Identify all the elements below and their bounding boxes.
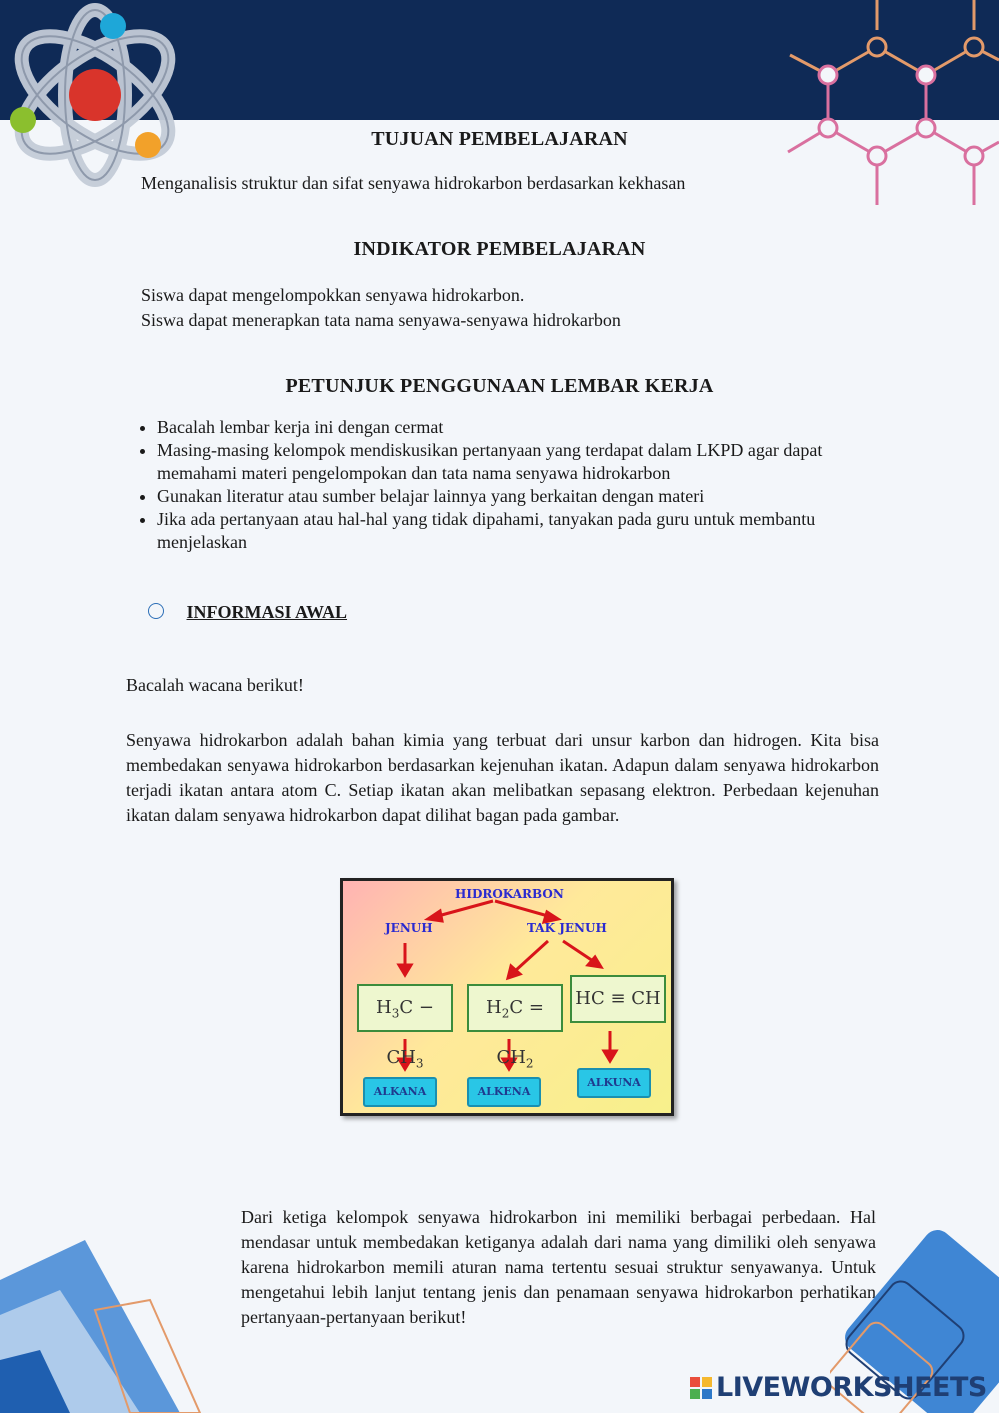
liveworksheets-logo bbox=[690, 1372, 987, 1403]
petunjuk-list bbox=[126, 416, 897, 554]
liveworksheets-grid-icon bbox=[690, 1377, 712, 1399]
formula-alkuna: HC ≡ CH bbox=[570, 975, 666, 1023]
diagram-branch-tak-jenuh: TAK JENUH bbox=[527, 921, 607, 935]
tujuan-title: TUJUAN PEMBELAJARAN bbox=[371, 128, 628, 150]
diagram-root-label: HIDROKARBON bbox=[455, 887, 564, 901]
list-item: • Bacalah lembar kerja ini dengan cermat bbox=[157, 416, 897, 439]
closing-paragraph: Dari ketiga kelompok senyawa hidrokarbon ini memiliki berbagai perbedaan. Hal mendasar untuk membedakan ketiganya adalah dari nama yang dimiliki oleh senyawa karena hidrokarbon memili aturan nama tertentu sesuai struktur senyawanya. Untuk mengetahui lebih lanjut tentang jenis dan penamaan senyawa hidrokarbon perhatikan pertanyaan-pertanyaan berikut! bbox=[241, 1207, 876, 1327]
liveworksheets-text: LIVEWORKSHEETS bbox=[716, 1372, 987, 1403]
informasi-heading bbox=[148, 602, 347, 623]
tujuan-text: Menganalisis struktur dan sifat senyawa hidrokarbon berdasarkan kekhasan bbox=[141, 173, 686, 193]
list-item: • Masing-masing kelompok mendiskusikan pertanyaan yang terdapat dalam LKPD agar dapat memahami materi pengelompokan dan tata nama senyawa hidrokarbon bbox=[157, 439, 897, 485]
formula-alkana: $H_3C - CH_3$ bbox=[357, 984, 453, 1032]
atom-icon bbox=[0, 0, 200, 200]
list-item: • Jika ada pertanyaan atau hal-hal yang tidak dipahami, tanyakan pada guru untuk membantu menjelaskan bbox=[157, 508, 897, 554]
molecule-icon bbox=[780, 0, 999, 210]
indikator-title: INDIKATOR PEMBELAJARAN bbox=[353, 238, 646, 260]
circle-bullet-icon bbox=[148, 603, 164, 619]
informasi-title: INFORMASI AWAL bbox=[186, 602, 348, 622]
instruction-text: Bacalah wacana berikut! bbox=[126, 675, 304, 695]
group-alkuna: ALKUNA bbox=[577, 1068, 651, 1098]
group-alkana: ALKANA bbox=[363, 1077, 437, 1107]
diagram-branch-jenuh: JENUH bbox=[385, 921, 433, 935]
corner-decoration-left bbox=[0, 1240, 210, 1413]
formula-alkena: $H_2C = CH_2$ bbox=[467, 984, 563, 1032]
indikator-line-2: Siswa dapat menerapkan tata nama senyawa-senyawa hidrokarbon bbox=[141, 310, 621, 330]
petunjuk-title: PETUNJUK PENGGUNAAN LEMBAR KERJA bbox=[285, 375, 714, 397]
list-item: • Gunakan literatur atau sumber belajar lainnya yang berkaitan dengan materi bbox=[157, 485, 897, 508]
intro-paragraph: Senyawa hidrokarbon adalah bahan kimia yang terbuat dari unsur karbon dan hidrogen. Kita bisa membedakan senyawa hidrokarbon berdasarkan kejenuhan ikatan. Adapun dalam senyawa hidrokarbon terjadi ikatan antara atom C. Setiap ikatan akan melibatkan sepasang elektron. Perbedaan kejenuhan ikatan dalam senyawa hidrokarbon dapat dilihat bagan pada gambar. bbox=[126, 730, 879, 825]
group-alkena: ALKENA bbox=[467, 1077, 541, 1107]
hydrocarbon-diagram bbox=[340, 878, 674, 1116]
indikator-line-1: Siswa dapat mengelompokkan senyawa hidrokarbon. bbox=[141, 285, 525, 305]
